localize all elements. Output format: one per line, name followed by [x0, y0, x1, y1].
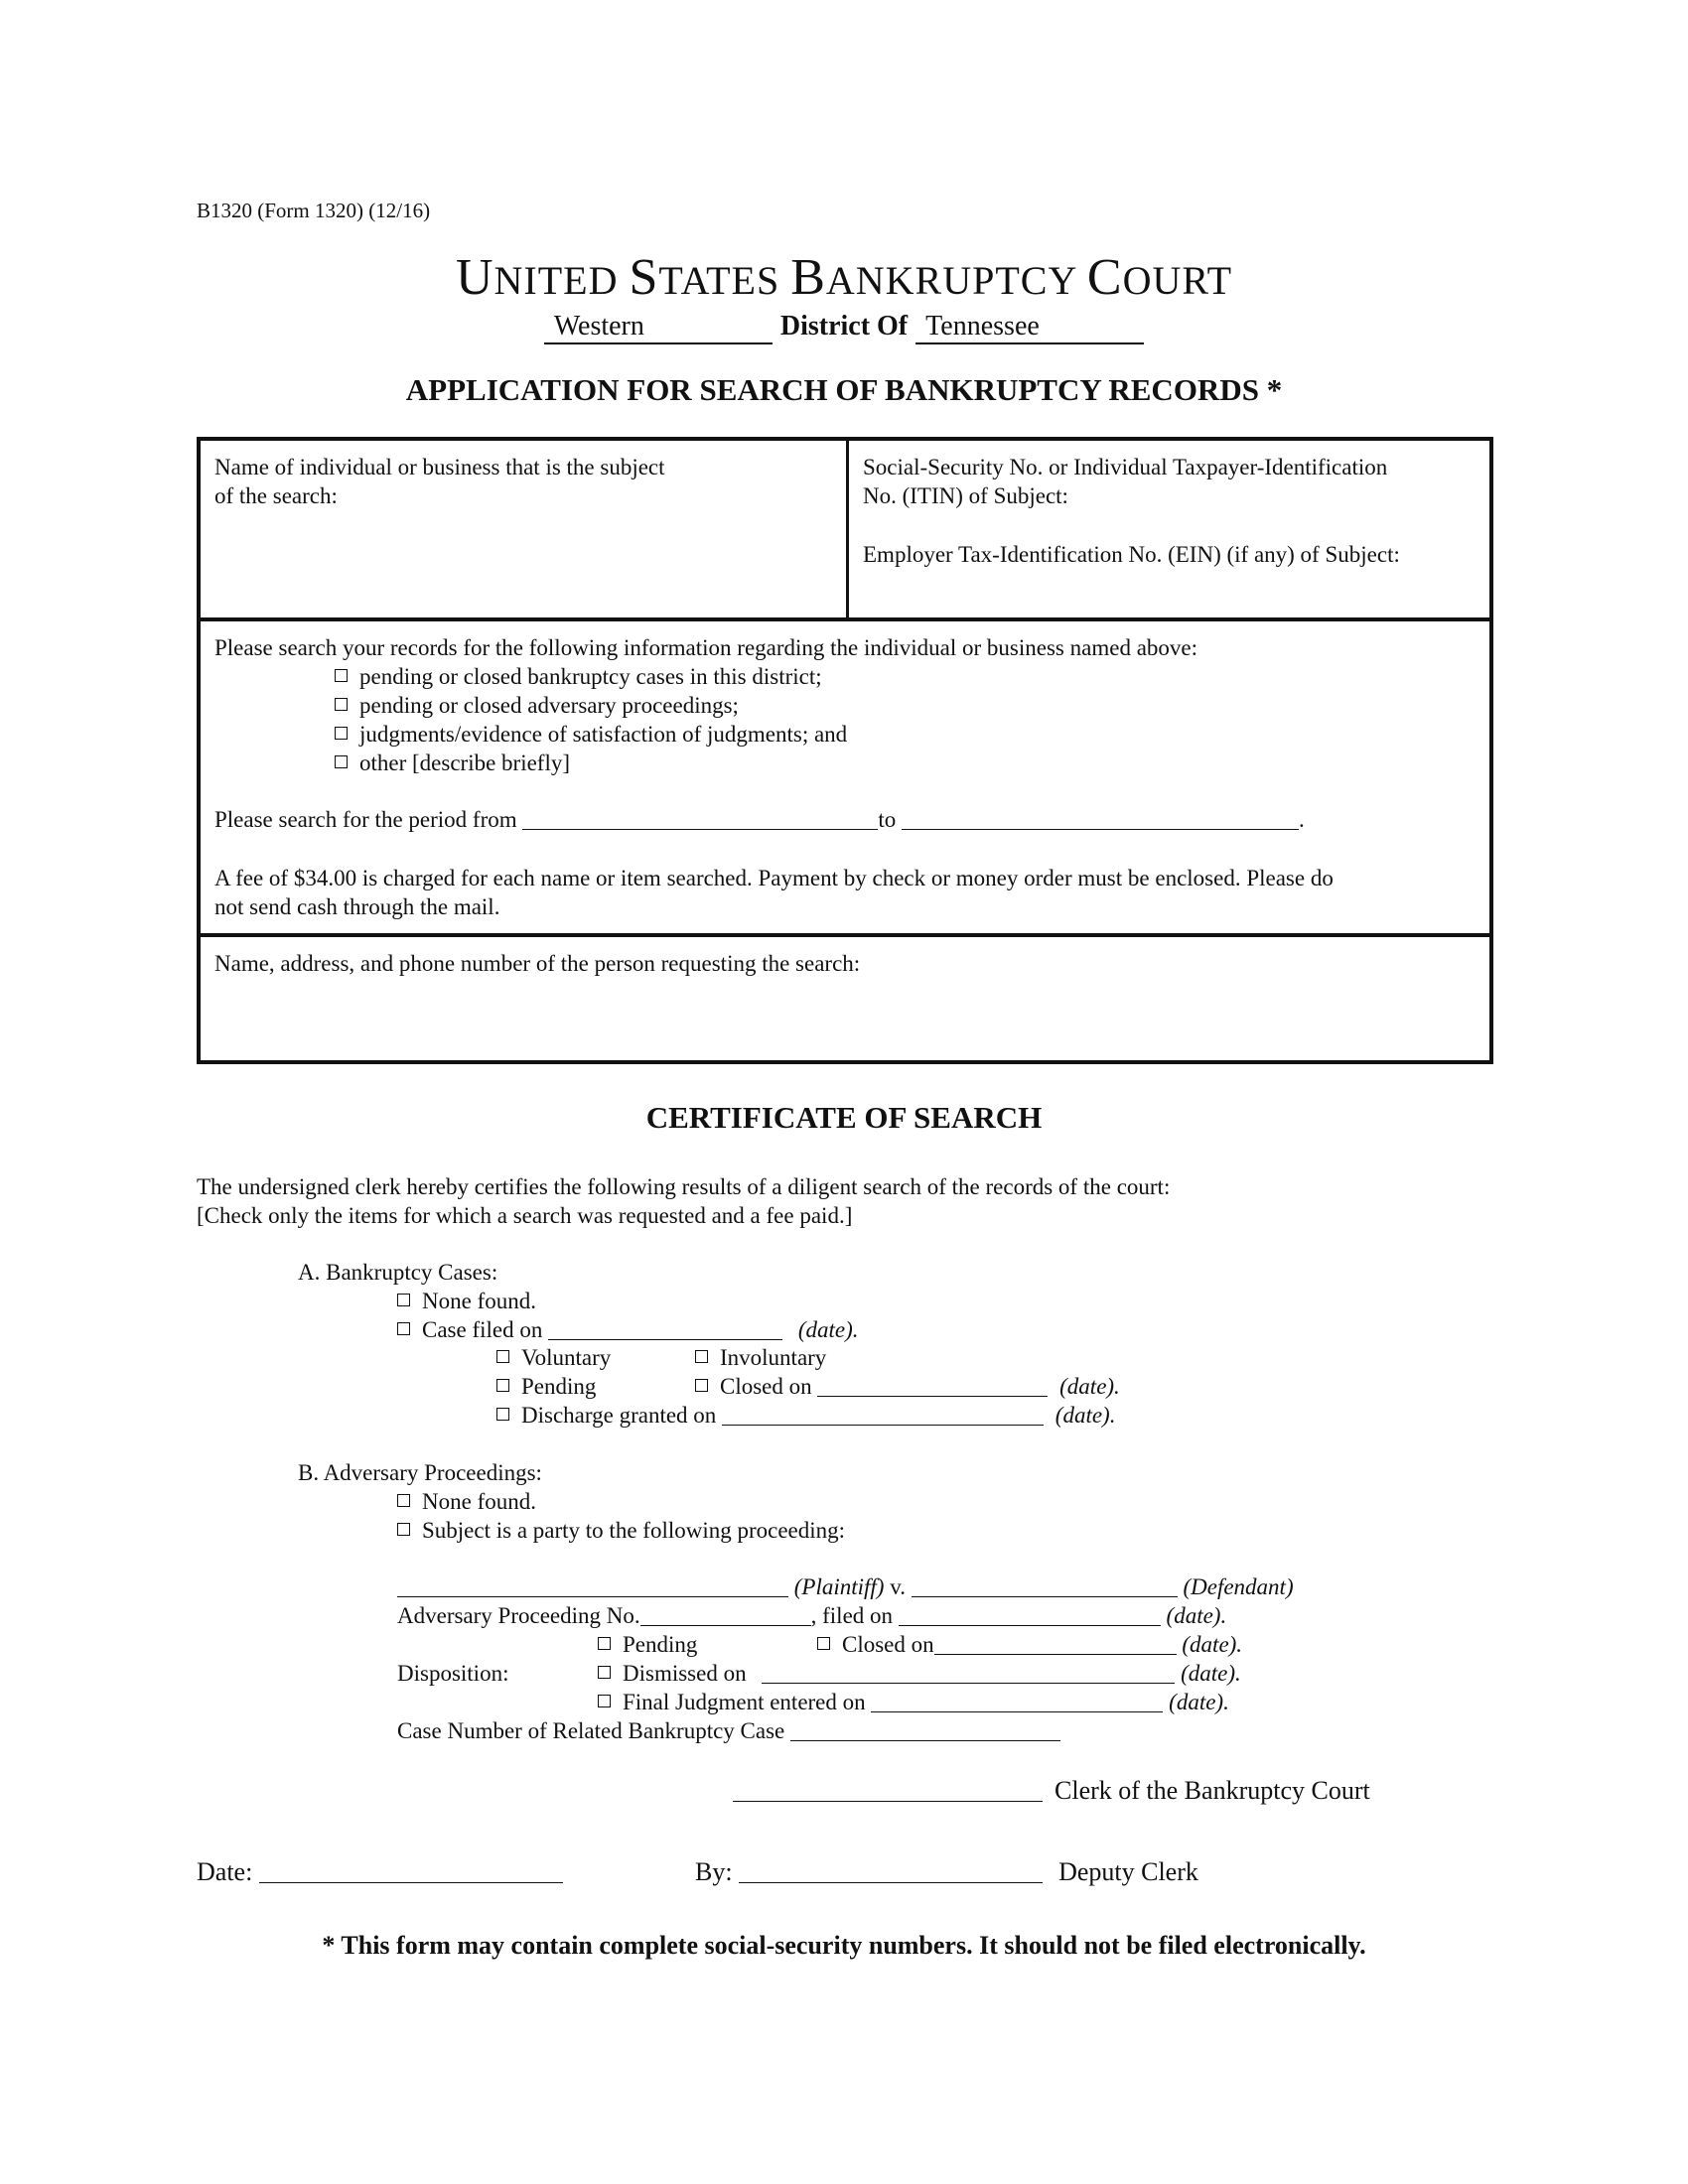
certificate-intro: The undersigned clerk hereby certifies the following results of a diligent search of the records of the court: [Check only the items for which a search was requested and a fee paid.] — [197, 1174, 1171, 1228]
checkbox[interactable] — [335, 755, 348, 768]
checkbox[interactable] — [397, 1523, 410, 1536]
requester-label[interactable]: Name, address, and phone number of the person requesting the search: — [214, 951, 861, 976]
checkbox[interactable] — [496, 1408, 509, 1421]
district-row — [0, 311, 1688, 344]
district-field[interactable]: Western — [544, 311, 773, 344]
adversary-number-row: Adversary Proceeding No. , filed on (date). — [397, 1603, 1227, 1628]
final-judgment-date-field[interactable] — [871, 1690, 1163, 1712]
section-a-heading: A. Bankruptcy Cases: — [298, 1260, 498, 1285]
search-option[interactable]: other [describe briefly] — [335, 749, 570, 777]
checkbox[interactable] — [598, 1695, 611, 1707]
deputy-signature-line[interactable] — [739, 1860, 1043, 1883]
discharge-date-field[interactable] — [722, 1403, 1044, 1426]
b-dismissed-on: Dismissed on (date). — [598, 1659, 1241, 1688]
checkbox[interactable] — [598, 1637, 611, 1650]
b-pending[interactable]: Pending — [598, 1630, 697, 1659]
checkbox[interactable] — [598, 1666, 611, 1679]
adversary-filed-date-field[interactable] — [899, 1603, 1161, 1626]
search-option[interactable]: pending or closed adversary proceedings; — [335, 691, 739, 720]
subject-name-label[interactable]: Name of individual or business that is the subject of the search: — [214, 455, 665, 508]
date-line[interactable] — [259, 1860, 563, 1883]
period-to-field[interactable] — [902, 807, 1299, 830]
disposition-label: Disposition: — [397, 1661, 509, 1686]
certificate-title: CERTIFICATE OF SEARCH — [645, 1100, 1043, 1135]
period-from-field[interactable] — [522, 807, 878, 830]
requester-box — [197, 933, 1493, 1064]
checkbox[interactable] — [335, 698, 348, 711]
deputy-signature: By: Deputy Clerk — [695, 1857, 1198, 1886]
state-field[interactable]: Tennessee — [915, 311, 1144, 344]
checkbox[interactable] — [335, 669, 348, 682]
adversary-number-field[interactable] — [640, 1603, 811, 1626]
checkbox[interactable] — [397, 1294, 410, 1306]
checkbox[interactable] — [817, 1637, 830, 1650]
clerk-signature: Clerk of the Bankruptcy Court — [733, 1776, 1370, 1805]
clerk-signature-line[interactable] — [733, 1779, 1043, 1802]
related-case-row: Case Number of Related Bankruptcy Case — [397, 1716, 1060, 1745]
related-case-field[interactable] — [790, 1718, 1060, 1741]
b-closed-date-field[interactable] — [934, 1632, 1177, 1655]
a-discharge: Discharge granted on (date). — [496, 1401, 1115, 1430]
search-option[interactable]: pending or closed bankruptcy cases in this district; — [335, 662, 822, 691]
checkbox[interactable] — [397, 1322, 410, 1335]
ein-label[interactable]: Employer Tax-Identification No. (EIN) (if any) of Subject: — [863, 542, 1400, 567]
footer-note: * This form may contain complete social-security numbers. It should not be filed electronically. — [322, 1931, 1366, 1960]
district-label: District Of — [779, 311, 909, 341]
application-title: APPLICATION FOR SEARCH OF BANKRUPTCY RECORDS * — [405, 372, 1283, 407]
date-signature: Date: — [197, 1857, 563, 1886]
a-none-found[interactable]: None found. — [397, 1287, 536, 1315]
fee-notice: A fee of $34.00 is charged for each name or item searched. Payment by check or money order must be enclosed. Please do not send cash through the mail. — [214, 866, 1334, 919]
checkbox[interactable] — [496, 1379, 509, 1392]
form-id: B1320 (Form 1320) (12/16) — [197, 199, 431, 222]
a-involuntary[interactable]: Involuntary — [695, 1343, 826, 1372]
checkbox[interactable] — [335, 727, 348, 740]
search-period: Please search for the period from to . — [214, 807, 1305, 832]
court-title: UNITED STATES BANKRUPTCY COURT — [455, 249, 1233, 306]
b-subject-party[interactable]: Subject is a party to the following proceeding: — [397, 1516, 845, 1545]
search-intro: Please search your records for the following information regarding the individual or business named above: — [214, 635, 1197, 660]
checkbox[interactable] — [695, 1350, 708, 1363]
checkbox[interactable] — [496, 1350, 509, 1363]
search-option[interactable]: judgments/evidence of satisfaction of judgments; and — [335, 720, 847, 749]
box-divider — [846, 441, 849, 617]
b-none-found[interactable]: None found. — [397, 1487, 536, 1516]
a-voluntary[interactable]: Voluntary — [496, 1343, 611, 1372]
b-closed-on: Closed on (date). — [817, 1630, 1242, 1659]
plaintiff-defendant-row: (Plaintiff) v. (Defendant) — [397, 1572, 1294, 1601]
checkbox[interactable] — [397, 1494, 410, 1507]
subject-identification-box — [197, 437, 1493, 621]
checkbox[interactable] — [695, 1379, 708, 1392]
closed-date-field[interactable] — [817, 1374, 1048, 1397]
a-case-filed: Case filed on (date). — [397, 1315, 859, 1344]
search-request-box — [197, 617, 1493, 937]
dismissed-date-field[interactable] — [762, 1661, 1175, 1684]
a-pending[interactable]: Pending — [496, 1372, 596, 1401]
section-b-heading: B. Adversary Proceedings: — [298, 1460, 542, 1485]
case-filed-date-field[interactable] — [548, 1317, 782, 1340]
a-closed-on: Closed on (date). — [695, 1372, 1120, 1401]
b-final-judgment: Final Judgment entered on (date). — [598, 1688, 1229, 1716]
plaintiff-field[interactable] — [397, 1574, 788, 1597]
ssn-label[interactable]: Social-Security No. or Individual Taxpayer-Identification No. (ITIN) of Subject: — [863, 455, 1388, 508]
defendant-field[interactable] — [912, 1574, 1178, 1597]
